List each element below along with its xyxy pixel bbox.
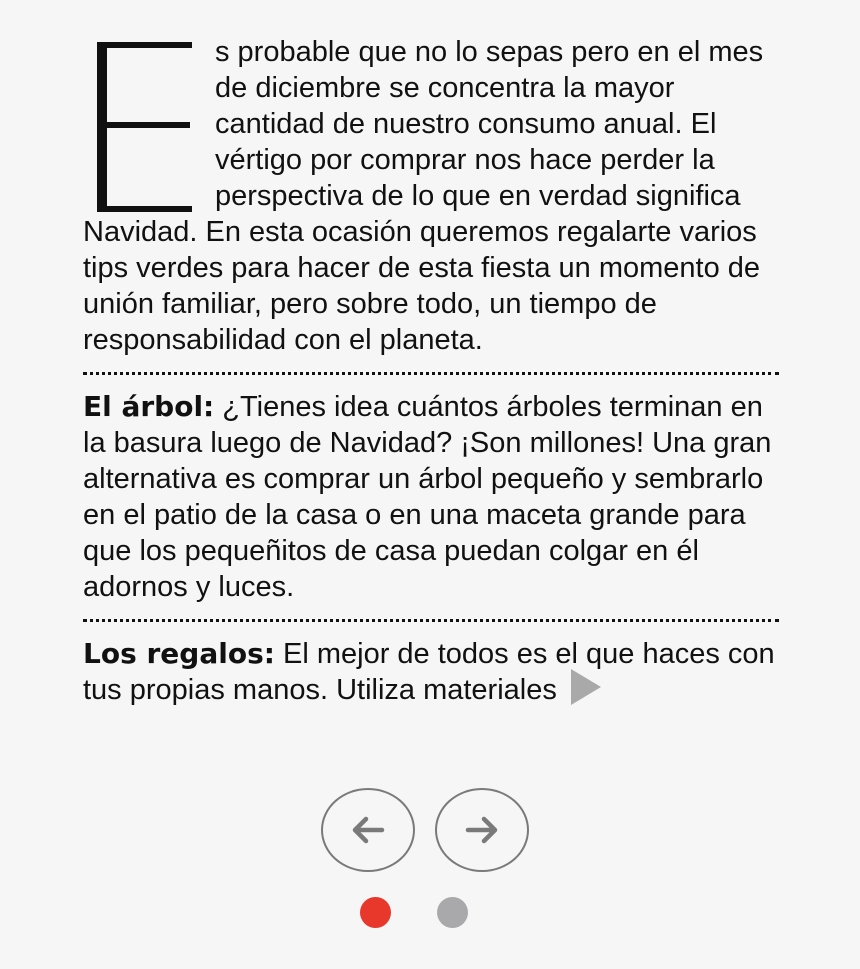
next-page-button[interactable] — [435, 788, 529, 872]
section-text: ¿Tienes idea cuántos árboles terminan en la basura luego de Navidad? ¡Son millones! Una gran alternativa es comprar un árbol pequeño y sembrarlo en el patio de la casa o en una maceta grande para que los pequeñitos de casa puedan colgar en él adornos y luces. — [83, 391, 772, 603]
section-gifts — [83, 636, 779, 709]
section-heading: El árbol: — [83, 390, 215, 423]
intro-paragraph — [83, 34, 779, 358]
section-heading: Los regalos: — [83, 637, 275, 670]
pagination-dots — [360, 897, 468, 928]
dotted-divider — [83, 619, 779, 622]
article — [83, 34, 779, 709]
prev-page-button[interactable] — [321, 788, 415, 872]
arrow-right-icon — [460, 808, 504, 852]
dropcap-letter — [97, 42, 207, 212]
page-dot-1[interactable] — [360, 897, 391, 928]
dotted-divider — [83, 372, 779, 375]
section-text: El mejor de todos es el que haces con tus propias manos. Utiliza materiales — [83, 638, 775, 706]
page-navigation — [321, 788, 529, 872]
arrow-left-icon — [346, 808, 390, 852]
section-tree — [83, 389, 779, 605]
intro-text: s probable que no lo sepas pero en el mes de diciembre se concentra la mayor cantidad de nuestro consumo anual. El vértigo por comprar nos hace perder la perspectiva de lo que en verdad significa Navidad. En esta ocasión queremos regalarte varios tips verdes para hacer de esta fiesta un momento de unión familiar, pero sobre todo, un tiempo de responsabilidad con el planeta. — [83, 36, 764, 356]
play-triangle-icon[interactable] — [571, 669, 601, 705]
page-dot-2[interactable] — [437, 897, 468, 928]
